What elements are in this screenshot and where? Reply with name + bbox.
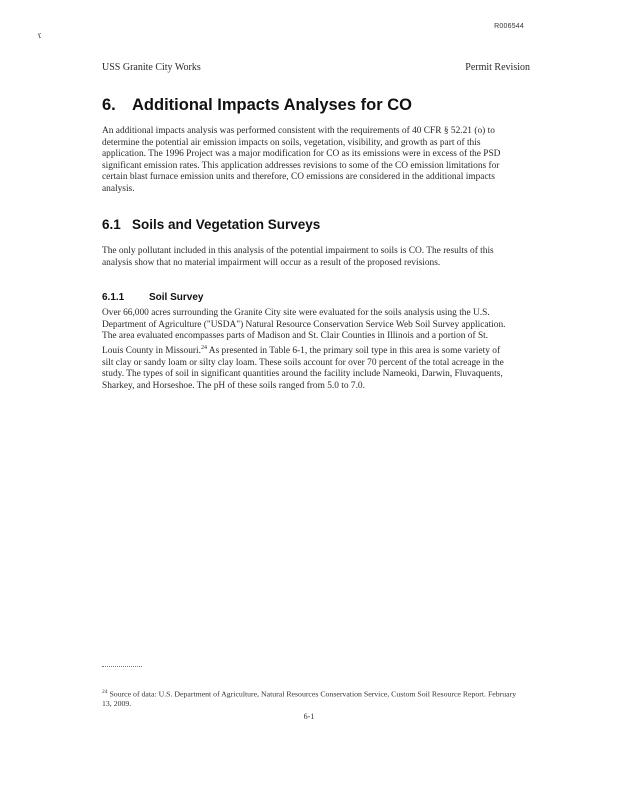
section-6-number: 6. bbox=[102, 96, 116, 114]
page-number: 6-1 bbox=[303, 712, 315, 721]
section-6-title: Additional Impacts Analyses for CO bbox=[132, 96, 412, 114]
soil-survey-text: Over 66,000 acres surrounding the Granite City site were evaluated for the soils analysis using the U.S. Department of Agriculture ("USDA") Natural Resource Conservation Service Web Soil Survey application. The area evaluated encompasses parts of Madison and St. Clair Counties in Illinois and a portion of St. Louis County in Missouri. bbox=[102, 308, 506, 356]
header-right: Permit Revision bbox=[465, 62, 530, 73]
section-6-1-title: Soils and Vegetation Surveys bbox=[132, 217, 321, 232]
section-6-1-heading bbox=[102, 217, 320, 232]
section-6-1-1-heading bbox=[102, 292, 203, 303]
footnote-reference[interactable]: 24 bbox=[200, 344, 207, 351]
footnote-divider bbox=[102, 666, 142, 667]
soil-survey-text-continued: As presented in Table 6-1, the primary soil type in this area is some variety of silt clay or sandy loam or silty clay loam. These soils account for over 70 percent of the total acreage in the study. The types of soil in significant quantities around the facility include Nameoki, Darwin, Fluvaquents, Sharkey, and Horseshoe. The pH of these soils ranged from 5.0 to 7.0. bbox=[102, 345, 504, 391]
section-6-1-number: 6.1 bbox=[102, 217, 121, 232]
footnote bbox=[102, 688, 522, 709]
section-6-1-1-title: Soil Survey bbox=[149, 292, 204, 303]
section-6-1-paragraph: The only pollutant included in this analysis of the potential impairment to soils is CO. The results of this analysis show that no material impairment will occur as a result of the proposed revisions. bbox=[102, 246, 494, 268]
footnote-number: 24 bbox=[102, 689, 108, 695]
section-6-1-1-paragraph bbox=[102, 308, 510, 392]
document-id-stamp: R006544 bbox=[494, 23, 524, 30]
running-header bbox=[102, 62, 530, 73]
footnote-text: Source of data: U.S. Department of Agriculture, Natural Resources Conservation Service, Custom Soil Resource Report. February 13, 2009. bbox=[102, 689, 517, 709]
section-6-heading bbox=[102, 96, 412, 115]
section-6-1-1-number: 6.1.1 bbox=[102, 292, 125, 303]
header-left: USS Granite City Works bbox=[102, 62, 201, 73]
scan-mark: r bbox=[36, 29, 44, 42]
section-6-paragraph: An additional impacts analysis was performed consistent with the requirements of 40 CFR § 52.21 (o) to determine the potential air emission impacts on soils, vegetation, visibility, and growth as part of this application. The 1996 Project was a major modification for CO as its emissions were in excess of the PSD significant emission rates. This application addresses revisions to some of the CO emission limitations for certain blast furnace emission units and therefore, CO emissions are considered in the additional impacts analysis. bbox=[102, 126, 501, 194]
